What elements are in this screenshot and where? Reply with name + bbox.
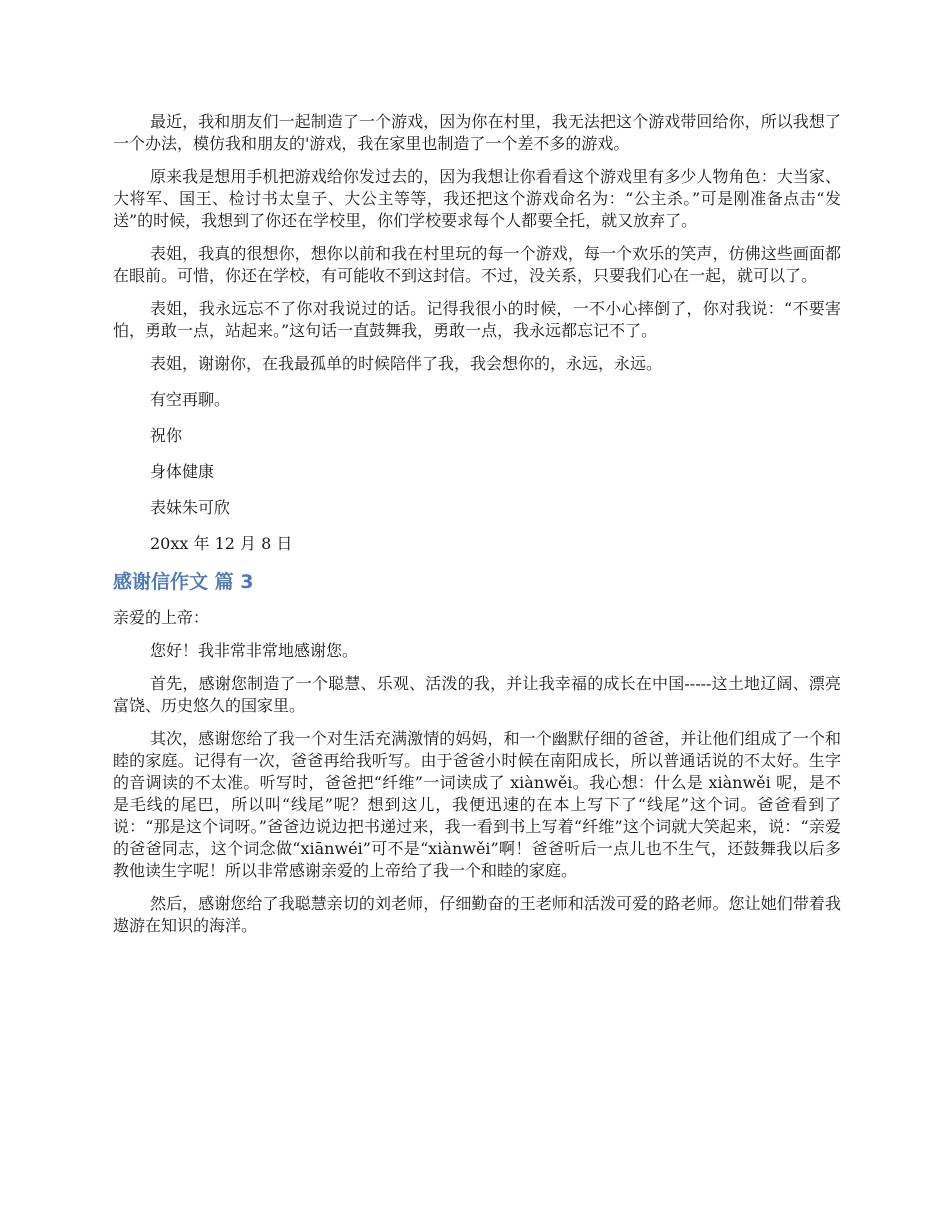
paragraph: 首先，感谢您制造了一个聪慧、乐观、活泼的我，并让我幸福的成长在中国-----这土地辽阔、漂亮富饶、历史悠久的国家里。	[113, 674, 841, 715]
section-heading: 感谢信作文 篇 3	[113, 571, 254, 593]
paragraph: 其次，感谢您给了我一个对生活充满激情的妈妈，和一个幽默仔细的爸爸，并让他们组成了一个和睦的家庭。记得有一次，爸爸再给我听写。由于爸爸小时候在南阳成长，所以普通话说的不太好。生字的音调读的不太准。听写时，爸爸把“纤维”一词读成了 xiànwěi。我心想：什么是 xiànwěi 呢，是不是毛线的尾巴，所以叫“线尾”呢？想到这儿，我便迅速的在本上写下了“线尾”这个词。爸爸看到了说：“那是这个词呀。”爸爸边说边把书递过来，我一看到书上写着“纤维”这个词就大笑起来，说：“亲爱的爸爸同志，这个词念做“xiānwéi”可不是“xiànwěi”啊！爸爸听后一点儿也不生气，还鼓舞我以后多教他读生字呢！所以非常感谢亲爱的上帝给了我一个和睦的家庭。	[113, 729, 841, 880]
paragraph: 您好！我非常非常地感谢您。	[150, 641, 359, 660]
paragraph: 表姐，我永远忘不了你对我说过的话。记得我很小的时候，一不小心摔倒了，你对我说：“不要害怕，勇敢一点，站起来。”这句话一直鼓舞我，勇敢一点，我永远都忘记不了。	[113, 299, 841, 340]
paragraph: 最近，我和朋友们一起制造了一个游戏，因为你在村里，我无法把这个游戏带回给你，所以我想了一个办法，模仿我和朋友的'游戏，我在家里也制造了一个差不多的游戏。	[113, 112, 841, 153]
paragraph: 然后，感谢您给了我聪慧亲切的刘老师，仔细勤奋的王老师和活泼可爱的路老师。您让她们带着我遨游在知识的海洋。	[113, 894, 841, 935]
paragraph: 表姐，我真的很想你，想你以前和我在村里玩的每一个游戏，每一个欢乐的笑声，仿佛这些画面都在眼前。可惜，你还在学校，有可能收不到这封信。不过，没关系，只要我们心在一起，就可以了。	[113, 244, 841, 285]
paragraph: 原来我是想用手机把游戏给你发过去的，因为我想让你看看这个游戏里有多少人物角色：大当家、大将军、国王、检讨书太皇子、大公主等等，我还把这个游戏命名为：“公主杀。”可是刚准备点击“发送”的时候，我想到了你还在学校里，你们学校要求每个人都要全托，就又放弃了。	[113, 167, 841, 230]
closing-line: 有空再聊。	[150, 390, 231, 409]
date-line: 20xx 年 12 月 8 日	[150, 534, 293, 553]
salutation: 亲爱的上帝：	[113, 608, 210, 627]
health-line: 身体健康	[150, 462, 215, 481]
wish-line: 祝你	[150, 426, 183, 445]
paragraph: 表姐，谢谢你，在我最孤单的时候陪伴了我，我会想你的，永远，永远。	[150, 354, 663, 373]
document-body	[113, 111, 841, 948]
signature: 表妹朱可欣	[150, 498, 231, 517]
